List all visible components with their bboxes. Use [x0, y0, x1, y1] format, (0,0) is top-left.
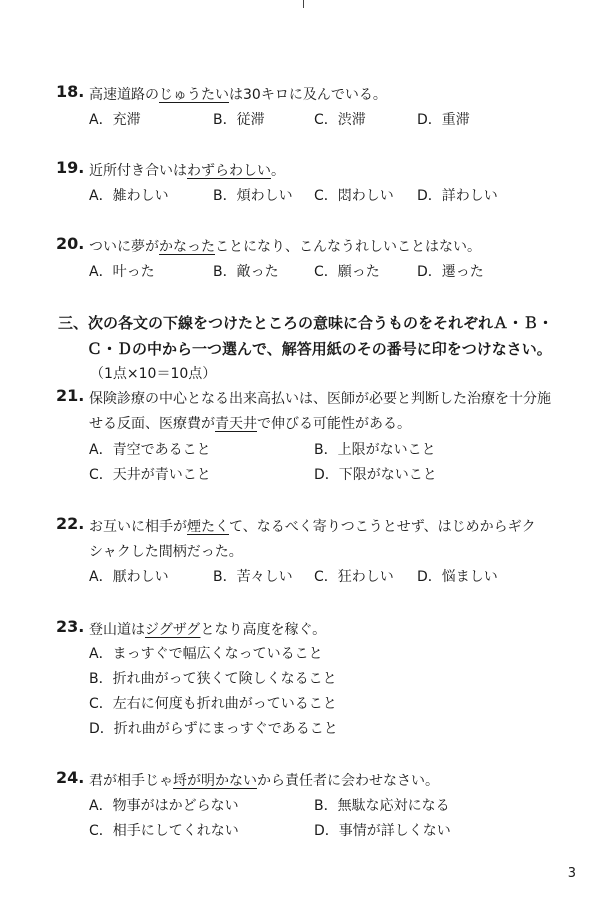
- option-c[interactable]: C．左右に何度も折れ曲がっていること: [89, 696, 337, 712]
- question-stem: 登山道はジグザグとなり高度を稼ぐ。: [89, 622, 327, 638]
- option-c[interactable]: C．天井が青いこと: [89, 467, 211, 483]
- question-stem-line-2: せる反面、医療費が青天井で伸びる可能性がある。: [89, 416, 411, 432]
- page-number: 3: [567, 866, 576, 881]
- option-c[interactable]: C．悶わしい: [314, 188, 394, 204]
- underlined-term: わずらわしい: [187, 163, 271, 179]
- question-number: 22.: [56, 514, 85, 533]
- option-c[interactable]: C．相手にしてくれない: [89, 823, 239, 839]
- question-stem-line-1: 保険診療の中心となる出来高払いは、医師が必要と判断した治療を十分施: [89, 391, 551, 407]
- option-b[interactable]: B．敵った: [213, 264, 279, 280]
- section-points: （1点×10＝10点）: [90, 366, 217, 382]
- section-heading-line-2: Ｃ・Ｄの中から一つ選んで、解答用紙のその番号に印をつけなさい。: [87, 340, 552, 358]
- option-a[interactable]: A．叶った: [89, 264, 155, 280]
- option-d[interactable]: D．事情が詳しくない: [314, 823, 451, 839]
- option-b[interactable]: B．苦々しい: [213, 569, 293, 585]
- question-number: 19.: [56, 158, 85, 177]
- underlined-term: 青天井: [215, 416, 257, 432]
- question-number: 18.: [56, 82, 85, 101]
- option-d[interactable]: D．悩ましい: [417, 569, 498, 585]
- option-d[interactable]: D．重滞: [417, 112, 470, 128]
- option-b[interactable]: B．煩わしい: [213, 188, 293, 204]
- option-a[interactable]: A．厭わしい: [89, 569, 169, 585]
- underlined-term: 煙たく: [187, 519, 229, 535]
- question-stem: 君が相手じゃ埒が明かないから責任者に会わせなさい。: [89, 773, 439, 789]
- option-b[interactable]: B．上限がないこと: [314, 442, 436, 458]
- question-stem: 高速道路のじゅうたいは30キロに及んでいる。: [89, 87, 387, 103]
- option-b[interactable]: B．無駄な応対になる: [314, 798, 450, 814]
- question-number: 20.: [56, 234, 85, 253]
- option-b[interactable]: B．折れ曲がって狭くて険しくなること: [89, 671, 337, 687]
- option-d[interactable]: D．遷った: [417, 264, 484, 280]
- question-number: 21.: [56, 386, 85, 405]
- underlined-term: かなった: [159, 239, 215, 255]
- question-number: 24.: [56, 768, 85, 787]
- option-a[interactable]: A．まっすぐで幅広くなっていること: [89, 646, 323, 662]
- top-margin-mark: [303, 0, 304, 8]
- question-stem-line-2: シャクした間柄だった。: [89, 544, 243, 560]
- question-stem: 近所付き合いはわずらわしい。: [89, 163, 285, 179]
- option-a[interactable]: A．充滞: [89, 112, 141, 128]
- option-d[interactable]: D．詳わしい: [417, 188, 498, 204]
- question-stem: ついに夢がかなったことになり、こんなうれしいことはない。: [89, 239, 481, 255]
- option-d[interactable]: D．下限がないこと: [314, 467, 437, 483]
- underlined-term: 埒が明かない: [173, 773, 257, 789]
- option-a[interactable]: A．物事がはかどらない: [89, 798, 239, 814]
- underlined-term: ジグザグ: [145, 622, 201, 638]
- option-d[interactable]: D．折れ曲がらずにまっすぐであること: [89, 721, 338, 737]
- question-stem-line-1: お互いに相手が煙たくて、なるべく寄りつこうとせず、はじめからギク: [89, 519, 536, 535]
- option-c[interactable]: C．狂わしい: [314, 569, 394, 585]
- option-a[interactable]: A．雑わしい: [89, 188, 169, 204]
- option-b[interactable]: B．従滞: [213, 112, 265, 128]
- option-a[interactable]: A．青空であること: [89, 442, 211, 458]
- option-c[interactable]: C．願った: [314, 264, 380, 280]
- option-c[interactable]: C．渋滞: [314, 112, 366, 128]
- question-number: 23.: [56, 617, 85, 636]
- section-heading-line-1: 三、次の各文の下線をつけたところの意味に合うものをそれぞれＡ・Ｂ・: [58, 314, 554, 332]
- underlined-term: じゅうたい: [159, 87, 229, 103]
